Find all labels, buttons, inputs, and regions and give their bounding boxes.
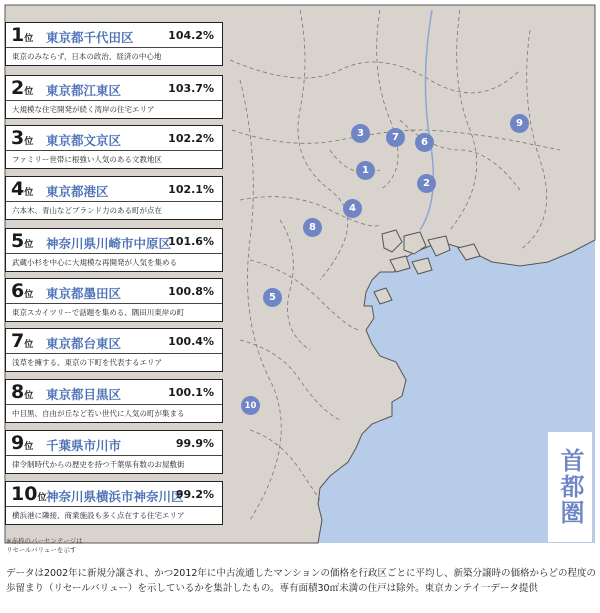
resale-value: 99.2% bbox=[175, 488, 214, 501]
card-header bbox=[6, 23, 222, 48]
resale-value: 100.1% bbox=[168, 386, 214, 399]
source-footer: データは2002年に新規分譲され、かつ2012年に中古流通したマンションの価格を行政区ごとに平均し、新築分譲時の価格からどの程度の歩留まり（リセールバリュー）を示しているかを集計したもの。専有面積30㎡未満の住戸は除外。東京カンテイ一データ提供 bbox=[6, 568, 596, 594]
map-marker-8: 8 bbox=[303, 218, 322, 237]
map-marker-1: 1 bbox=[356, 161, 375, 180]
note-line-1: ※赤枠のパーセンテージは bbox=[6, 537, 83, 545]
area-name: 神奈川県横浜市神奈川区 bbox=[46, 489, 184, 504]
card-header bbox=[6, 229, 222, 254]
rank-label: 10位 bbox=[11, 483, 47, 505]
resale-value: 99.9% bbox=[175, 437, 214, 450]
rank-label: 4位 bbox=[11, 178, 34, 200]
rank-label: 5位 bbox=[11, 230, 34, 252]
map-marker-2: 2 bbox=[417, 174, 436, 193]
area-name: 東京都江東区 bbox=[46, 83, 122, 98]
ranking-card-4 bbox=[5, 176, 223, 220]
area-description: 浅草を擁する、東京の下町を代表するエリア bbox=[12, 358, 162, 367]
area-name: 千葉県市川市 bbox=[46, 438, 122, 453]
area-description: 東京スカイツリーで話題を集める、隅田川東岸の町 bbox=[12, 308, 185, 317]
area-description: 横浜港に隣接、商業施設も多く点在する住宅エリア bbox=[12, 511, 185, 520]
resale-value: 100.8% bbox=[168, 285, 214, 298]
area-name: 東京都台東区 bbox=[46, 336, 122, 351]
card-header bbox=[6, 126, 222, 151]
area-description: 武蔵小杉を中心に大規模な再開発が人気を集める bbox=[12, 258, 177, 267]
map-marker-7: 7 bbox=[386, 128, 405, 147]
legend-note bbox=[6, 537, 83, 555]
card-header bbox=[6, 482, 222, 507]
map-marker-6: 6 bbox=[415, 133, 434, 152]
area-name: 東京都千代田区 bbox=[46, 30, 134, 45]
card-header bbox=[6, 76, 222, 101]
area-description: 東京のみならず、日本の政治、経済の中心地 bbox=[12, 52, 162, 61]
rank-label: 8位 bbox=[11, 381, 34, 403]
map-marker-4: 4 bbox=[343, 199, 362, 218]
resale-value: 101.6% bbox=[168, 235, 214, 248]
map-marker-10: 10 bbox=[241, 396, 260, 415]
area-description: 律令制時代からの歴史を持つ千葉県有数のお屋敷街 bbox=[12, 460, 185, 469]
card-header bbox=[6, 380, 222, 405]
area-description: 大規模な住宅開発が続く湾岸の住宅エリア bbox=[12, 105, 155, 114]
ranking-card-5 bbox=[5, 228, 223, 272]
note-line-2: リセールバリューを示す bbox=[6, 546, 77, 554]
ranking-card-10 bbox=[5, 481, 223, 525]
ranking-card-8 bbox=[5, 379, 223, 423]
card-header bbox=[6, 177, 222, 202]
area-name: 東京都墨田区 bbox=[46, 286, 122, 301]
ranking-card-1 bbox=[5, 22, 223, 66]
resale-value: 104.2% bbox=[168, 29, 214, 42]
area-name: 神奈川県川崎市中原区 bbox=[46, 236, 172, 251]
area-description: ファミリー世帯に根強い人気のある文教地区 bbox=[12, 155, 162, 164]
rank-label: 9位 bbox=[11, 432, 34, 454]
area-description: 中目黒、自由が丘など若い世代に人気の町が集まる bbox=[12, 409, 185, 418]
rank-label: 1位 bbox=[11, 24, 34, 46]
region-title: 首都圏 bbox=[548, 432, 592, 542]
resale-value: 102.2% bbox=[168, 132, 214, 145]
area-name: 東京都目黒区 bbox=[46, 387, 122, 402]
map-marker-3: 3 bbox=[351, 124, 370, 143]
rank-label: 2位 bbox=[11, 77, 34, 99]
ranking-card-9 bbox=[5, 430, 223, 474]
map-marker-9: 9 bbox=[510, 114, 529, 133]
resale-value: 103.7% bbox=[168, 82, 214, 95]
card-header bbox=[6, 329, 222, 354]
ranking-card-7 bbox=[5, 328, 223, 372]
ranking-card-6 bbox=[5, 278, 223, 322]
map-marker-5: 5 bbox=[263, 288, 282, 307]
area-description: 六本木、青山などブランド力のある町が点在 bbox=[12, 206, 162, 215]
rank-label: 3位 bbox=[11, 127, 34, 149]
rank-label: 7位 bbox=[11, 330, 34, 352]
rank-label: 6位 bbox=[11, 280, 34, 302]
ranking-card-3 bbox=[5, 125, 223, 169]
area-name: 東京都文京区 bbox=[46, 133, 122, 148]
card-header bbox=[6, 431, 222, 456]
resale-value: 102.1% bbox=[168, 183, 214, 196]
ranking-card-2 bbox=[5, 75, 223, 119]
area-name: 東京都港区 bbox=[46, 184, 109, 199]
card-header bbox=[6, 279, 222, 304]
resale-value: 100.4% bbox=[168, 335, 214, 348]
